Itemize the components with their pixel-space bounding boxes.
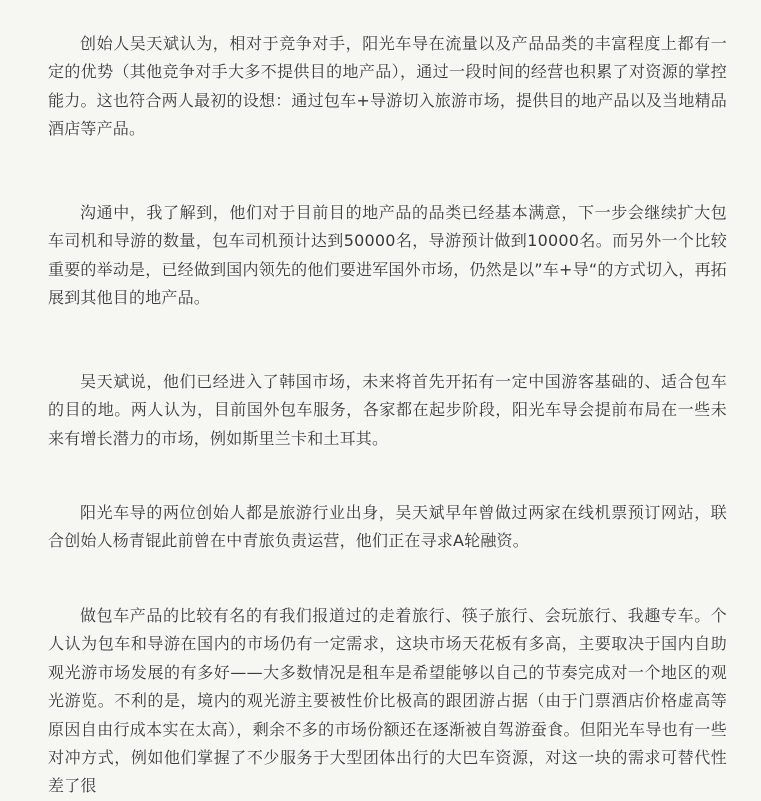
paragraph-5: 做包车产品的比较有名的有我们报道过的走着旅行、筷子旅行、会玩旅行、我趣专车。个人认为包车和导游在国内的市场仍有一定需求，这块市场天花板有多高，主要取决于国内自助观光游市场发展的有多好——大多数情况是租车是希望能够以自己的节奏完成对一个地区的观光游览。不利的是，境内的观光游主要被性价比极高的跟团游占据（由于门票酒店价格虚高等原因自由行成本实在太高），剩余不多的市场份额还在逐渐被自驾游蚕食。但阳光车导也有一些对冲方式，例如他们掌握了不少服务于大型团体出行的大巴车资源，对这一块的需求可替代性差了很: [48, 606, 727, 796]
paragraph-3: 吴天斌说，他们已经进入了韩国市场，未来将首先开拓有一定中国游客基础的、适合包车的目的地。两人认为，目前国外包车服务，各家都在起步阶段，阳光车导会提前布局在一些未来有增长潜力的市场，例如斯里兰卡和土耳其。: [48, 372, 727, 448]
paragraph-4: 阳光车导的两位创始人都是旅游行业出身，吴天斌早年曾做过两家在线机票预订网站，联合创始人杨青锟此前曾在中青旅负责运营，他们正在寻求A轮融资。: [48, 503, 727, 551]
paragraph-2: 沟通中，我了解到，他们对于目前目的地产品的品类已经基本满意，下一步会继续扩大包车司机和导游的数量，包车司机预计达到50000名，导游预计做到10000名。而另外一个比较重要的举动是，已经做到国内领先的他们要进军国外市场，仍然是以”车+导“的方式切入，再拓展到其他目的地产品。: [48, 203, 727, 308]
paragraph-1: 创始人吴天斌认为，相对于竞争对手，阳光车导在流量以及产品品类的丰富程度上都有一定的优势（其他竞争对手大多不提供目的地产品），通过一段时间的经营也积累了对资源的掌控能力。这也符合两人最初的设想：通过包车+导游切入旅游市场，提供目的地产品以及当地精品酒店等产品。: [48, 34, 727, 139]
